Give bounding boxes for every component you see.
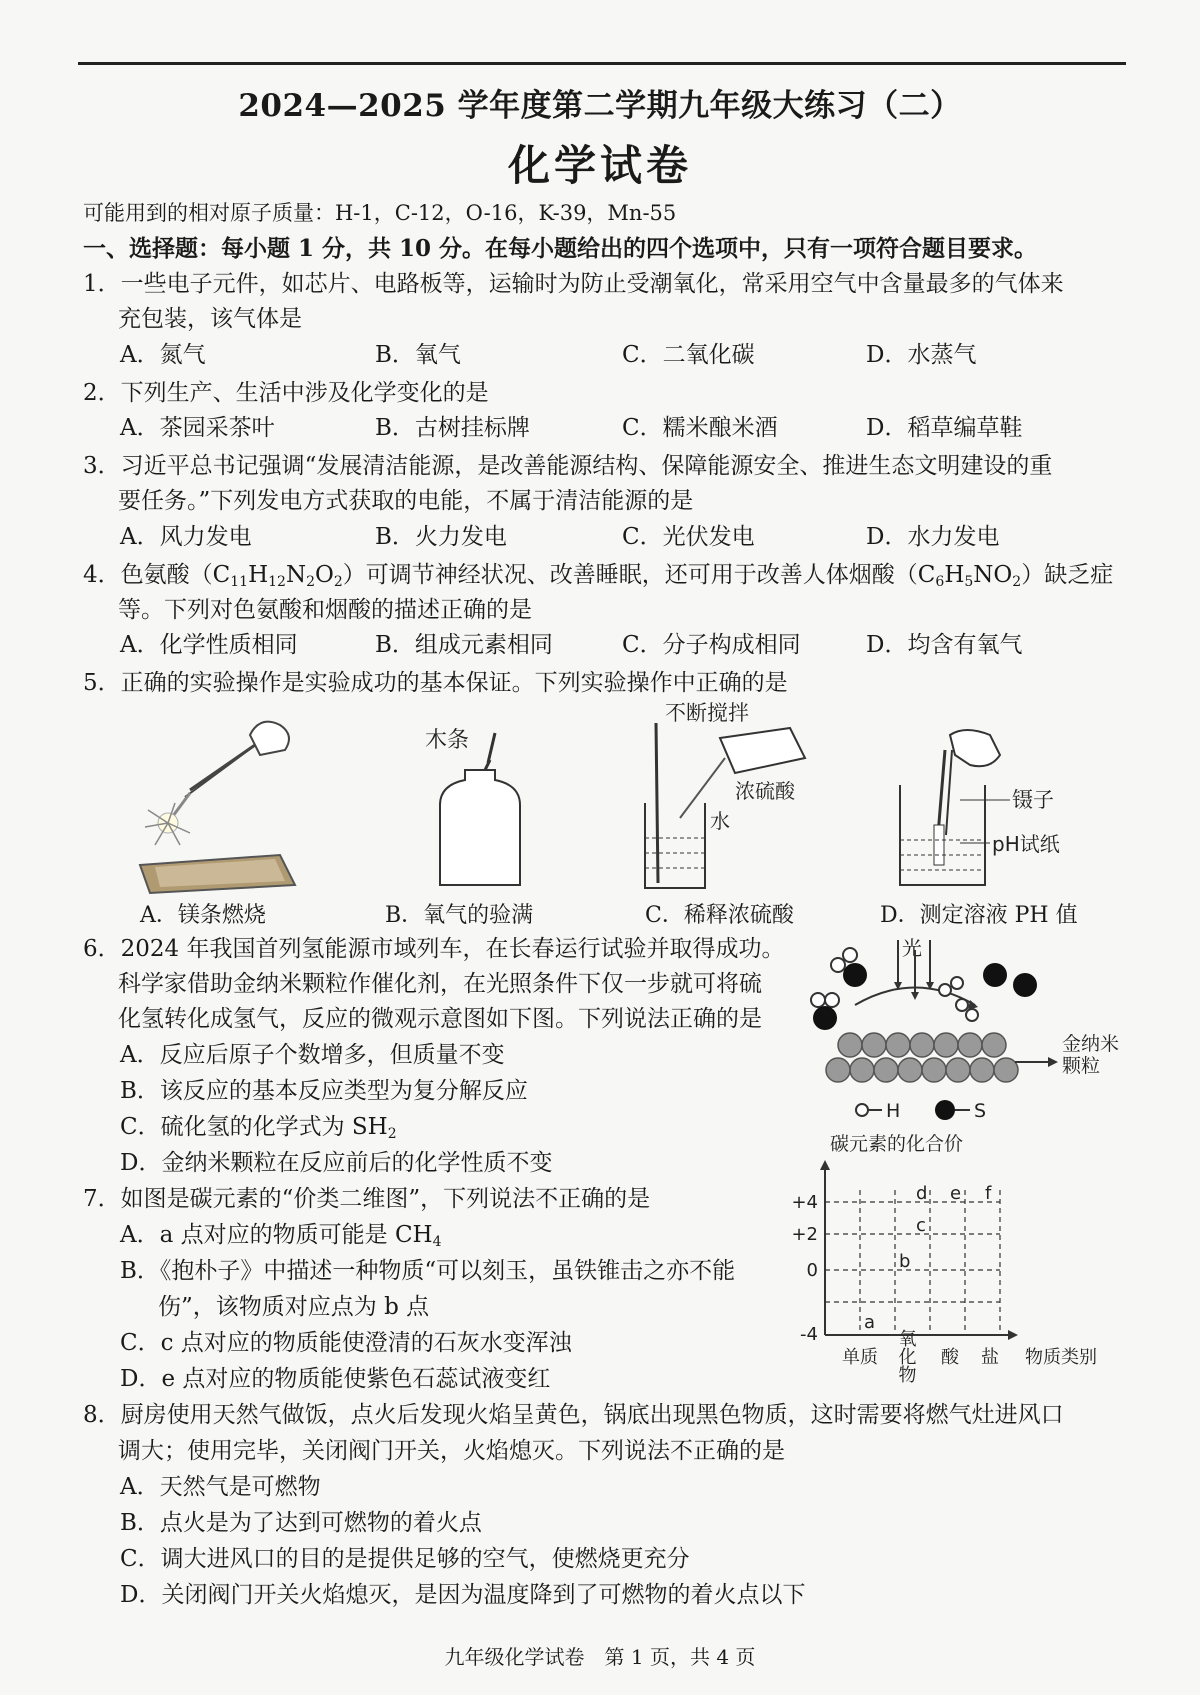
point-c: c <box>916 1215 926 1236</box>
q1-line2: 充包装，该气体是 <box>118 306 302 332</box>
point-f: f <box>985 1183 992 1204</box>
fig-ph-test <box>890 725 1090 895</box>
point-a: a <box>864 1312 876 1333</box>
section-heading: 一、选择题：每小题 1 分，共 10 分。在每小题给出的四个选项中，只有一项符合题目要求。 <box>83 235 1038 262</box>
xcat-element: 单质 <box>842 1347 878 1368</box>
q7-line1: 7．如图是碳元素的“价类二维图”，下列说法不正确的是 <box>83 1186 651 1212</box>
q2-option-b: B．古树挂标牌 <box>375 415 530 441</box>
fig-reaction-micro <box>810 930 1140 1130</box>
q8-line2: 调大；使用完毕，关闭阀门开关，火焰熄灭。下列说法不正确的是 <box>118 1438 785 1464</box>
q1-option-a: A．氮气 <box>120 342 206 368</box>
q3-line1: 3．习近平总书记强调“发展清洁能源，是改善能源结构、保障能源安全、推进生态文明建设的重 <box>83 453 1053 479</box>
xcat-salt: 盐 <box>981 1347 999 1368</box>
q3-option-b: B．火力发电 <box>375 524 507 550</box>
q5-option-a: A．镁条燃烧 <box>140 903 266 928</box>
q3-option-d: D．水力发电 <box>866 524 1000 550</box>
q2-option-c: C．糯米酿米酒 <box>622 415 778 441</box>
ytick-plus4: +4 <box>791 1192 818 1213</box>
q7-option-c: C．c 点对应的物质能使澄清的石灰水变浑浊 <box>120 1330 572 1356</box>
fig-c-stir: 不断搅拌 <box>665 701 749 725</box>
fig-d-paper: pH试纸 <box>992 832 1060 856</box>
q5-line1: 5．正确的实验操作是实验成功的基本保证。下列实验操作中正确的是 <box>83 670 788 696</box>
q7-option-d: D．e 点对应的物质能使紫色石蕊试液变红 <box>120 1366 551 1392</box>
q4-option-a: A．化学性质相同 <box>120 632 298 658</box>
q1-option-b: B．氧气 <box>375 342 461 368</box>
q6-line1: 6．2024 年我国首列氢能源市域列车，在长春运行试验并取得成功。 <box>83 936 785 962</box>
chart-xlabel: 物质类别 <box>1025 1347 1097 1368</box>
q6-line3: 化氢转化成氢气，反应的微观示意图如下图。下列说法正确的是 <box>118 1006 762 1032</box>
point-d: d <box>916 1183 928 1204</box>
xcat-oxide: 氧化物 <box>895 1329 917 1383</box>
q1-line1: 1．一些电子元件，如芯片、电路板等，运输时为防止受潮氧化，常采用空气中含量最多的气体来 <box>83 271 1064 297</box>
top-rule <box>78 62 1126 65</box>
fig-oxygen-test <box>420 715 550 895</box>
exam-subtitle: 化学试卷 <box>507 141 692 190</box>
q4-option-c: C．分子构成相同 <box>622 632 801 658</box>
fig-h-legend: H <box>886 1100 901 1122</box>
q3-option-c: C．光伏发电 <box>622 524 755 550</box>
fig-c-acid: 浓硫酸 <box>735 779 795 803</box>
q5-option-c: C．稀释浓硫酸 <box>645 903 794 928</box>
q4-option-d: D．均含有氧气 <box>866 632 1023 658</box>
q6-option-d: D．金纳米颗粒在反应前后的化学性质不变 <box>120 1150 553 1176</box>
q3-line2: 要任务。”下列发电方式获取的电能，不属于清洁能源的是 <box>118 488 694 514</box>
q1-option-d: D．水蒸气 <box>866 342 977 368</box>
q6-line2: 科学家借助金纳米颗粒作催化剂，在光照条件下仅一步就可将硫 <box>118 971 762 997</box>
q4-option-b: B．组成元素相同 <box>375 632 553 658</box>
fig-gold-1: 金纳米 <box>1062 1033 1120 1055</box>
q4-line2: 等。下列对色氨酸和烟酸的描述正确的是 <box>118 597 532 623</box>
point-e: e <box>950 1183 962 1204</box>
q2-option-a: A．茶园采茶叶 <box>120 415 275 441</box>
q7-option-a: A．a 点对应的物质可能是 $CH_4$ <box>120 1222 442 1250</box>
q4-line1: 4．色氨酸$(C_{11}H_{12}N_2O_2)$可调节神经状况、改善睡眠，还可用于改善人体烟酸$(C_6H_5NO_2)$缺乏症 <box>83 562 1114 590</box>
chart-ylabel: 碳元素的化合价 <box>830 1133 964 1155</box>
ytick-plus2: +2 <box>791 1224 818 1245</box>
atomic-masses: 可能用到的相对原子质量：H-1，C-12，O-16，K-39，Mn-55 <box>83 201 677 225</box>
q6-option-a: A．反应后原子个数增多，但质量不变 <box>120 1042 505 1068</box>
q2-line1: 2．下列生产、生活中涉及化学变化的是 <box>83 380 489 406</box>
ytick-0: 0 <box>806 1260 818 1281</box>
q8-option-c: C．调大进风口的目的是提供足够的空气，使燃烧更充分 <box>120 1546 690 1572</box>
fig-dilute-acid <box>640 698 820 898</box>
fig-magnesium-burning <box>130 705 310 895</box>
q6-option-c: C．硫化氢的化学式为 $SH_2$ <box>120 1114 397 1142</box>
q8-option-a: A．天然气是可燃物 <box>120 1474 321 1500</box>
q1-option-c: C．二氧化碳 <box>622 342 755 368</box>
q8-option-b: B．点火是为了达到可燃物的着火点 <box>120 1510 482 1536</box>
fig-light: 光 <box>902 936 922 960</box>
valence-class-chart <box>780 1130 1120 1400</box>
page-footer: 九年级化学试卷 第 1 页，共 4 页 <box>444 1645 756 1669</box>
point-b: b <box>899 1251 911 1272</box>
q8-option-d: D．关闭阀门开关火焰熄灭，是因为温度降到了可燃物的着火点以下 <box>120 1582 806 1608</box>
fig-s-legend: S <box>974 1100 987 1122</box>
fig-b-label: 木条 <box>425 728 470 753</box>
xcat-acid: 酸 <box>941 1347 959 1368</box>
q8-line1: 8．厨房使用天然气做饭，点火后发现火焰呈黄色，锅底出现黑色物质，这时需要将燃气灶进风口 <box>83 1402 1064 1428</box>
fig-c-water: 水 <box>710 809 730 833</box>
fig-gold-2: 颗粒 <box>1062 1055 1101 1077</box>
exam-title: 2024—2025 学年度第二学期九年级大练习（二） <box>238 88 962 124</box>
q6-option-b: B．该反应的基本反应类型为复分解反应 <box>120 1078 528 1104</box>
ytick-minus4: -4 <box>800 1324 818 1345</box>
q2-option-d: D．稻草编草鞋 <box>866 415 1023 441</box>
q7-option-b1: B．《抱朴子》中描述一种物质“可以刻玉，虽铁锥击之亦不能 <box>120 1258 736 1284</box>
q7-option-b2: 伤”，该物质对应点为 b 点 <box>158 1294 430 1320</box>
q5-option-d: D．测定溶液 PH 值 <box>880 903 1078 928</box>
q5-option-b: B．氧气的验满 <box>385 903 534 928</box>
fig-d-tweezers: 镊子 <box>1012 788 1054 812</box>
q3-option-a: A．风力发电 <box>120 524 252 550</box>
